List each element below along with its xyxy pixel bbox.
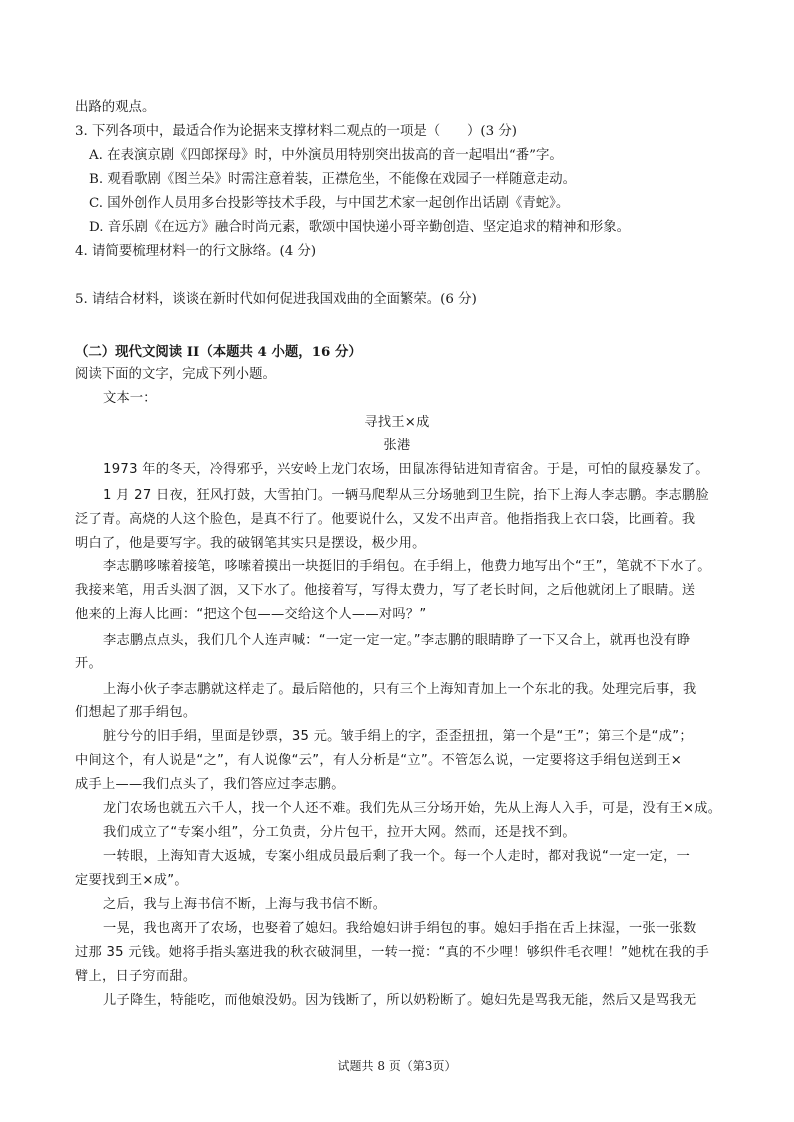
story-line: 1973 年的冬天，冷得邪乎，兴安岭上龙门农场，田鼠冻得钻进知青宿舍。于是，可怕的鼠疫暴发了。 [103, 462, 709, 477]
story-line: 龙门农场也就五六千人，找一个人还不难。我们先从三分场开始，先从上海人入手，可是，没有王×成。 [103, 801, 722, 816]
option-b: B. 观看歌剧《图兰朵》时需注意着装，正襟危坐，不能像在戏园子一样随意走动。 [89, 172, 577, 187]
story-line: 过那 35 元钱。她将手指头塞进我的秋衣破洞里，一转一搅：“真的不少哩！够织件毛衣哩！”她枕在我的手 [75, 945, 710, 960]
story-line: 们想起了那手绢包。 [75, 705, 197, 720]
page-footer: 试题共 8 页（第3页） [337, 1059, 457, 1073]
question-3-stem: 3. 下列各项中，最适合作为论据来支撑材料二观点的一项是（ ）(3 分) [75, 124, 517, 139]
story-line: 中间这个，有人说是“之”，有人说像“云”，有人分析是“立”。不管怎么说，一定要将这手绢包送到王× [75, 753, 683, 768]
story-line: 臂上，日子穷而甜。 [75, 969, 197, 984]
story-line: 我接来笔，用舌头洇了洇，又下水了。他接着写，写得太费力，写了老长时间，之后他就闭上了眼睛。送 [75, 583, 696, 598]
story-line: 李志鹏哆嗦着接笔，哆嗦着摸出一块挺旧的手绢包。在手绢上，他费力地写出个“王”，笔就不下水了。 [103, 559, 711, 574]
story-line: 一晃，我也离开了农场，也娶着了媳妇。我给媳妇讲手绢包的事。媳妇手指在舌上抹湿，一张一张数 [103, 921, 697, 936]
story-line: 李志鹏点点头，我们几个人连声喊：“一定一定一定。”李志鹏的眼睛睁了一下又合上，就再也没有睁 [103, 633, 691, 648]
story-line: 之后，我与上海书信不断，上海与我书信不断。 [103, 897, 387, 912]
option-c: C. 国外创作人员用多台投影等技术手段，与中国艺术家一起创作出话剧《青蛇》。 [89, 196, 570, 211]
question-5: 5. 请结合材料，谈谈在新时代如何促进我国戏曲的全面繁荣。(6 分) [75, 292, 477, 307]
story-line: 泛了青。高烧的人这个脸色，是真不行了。他要说什么，又发不出声音。他指指我上衣口袋，比画着。我 [75, 512, 696, 527]
story-line: 儿子降生，特能吃，而他娘没奶。因为钱断了，所以奶粉断了。媳妇先是骂我无能，然后又是骂我无 [103, 993, 697, 1008]
story-title: 寻找王×成 [364, 415, 430, 430]
option-d: D. 音乐剧《在远方》融合时尚元素，歌颂中国快递小哥辛勤创造、坚定追求的精神和形象。 [89, 220, 631, 235]
story-line: 明白了，他是要写字。我的破钢笔其实只是摆设，极少用。 [75, 536, 426, 551]
story-line: 成手上——我们点头了，我们答应过李志鹏。 [75, 777, 345, 792]
story-line: 我们成立了“专案小组”，分工负责，分片包干，拉开大网。然而，还是找不到。 [103, 825, 576, 840]
story-line: 1 月 27 日夜，狂风打鼓，大雪拍门。一辆马爬犁从三分场驰到卫生院，抬下上海人李志鹏。李志鹏脸 [103, 488, 710, 503]
text-label: 文本一： [103, 391, 157, 406]
story-line: 脏兮兮的旧手绢，里面是钞票，35 元。皱手绢上的字，歪歪扭扭，第一个是“王”；第三个是“成”； [103, 729, 693, 744]
story-line: 他来的上海人比画：“把这个包——交给这个人——对吗？” [75, 607, 427, 622]
story-author: 张港 [383, 438, 411, 453]
question-4: 4. 请简要梳理材料一的行文脉络。(4 分) [75, 244, 317, 259]
option-a: A. 在表演京剧《四郎探母》时，中外演员用特别突出拔高的音一起唱出“番”字。 [89, 148, 563, 163]
text-line: 出路的观点。 [75, 100, 156, 115]
section-heading: （二）现代文阅读 II（本题共 4 小题，16 分） [75, 344, 362, 360]
story-line: 一转眼，上海知青大返城，专案小组成员最后剩了我一个。每一个人走时，都对我说“一定一定，一 [103, 849, 691, 864]
story-line: 开。 [75, 656, 102, 671]
section-instruction: 阅读下面的文字，完成下列小题。 [75, 367, 276, 382]
story-line: 上海小伙子李志鹏就这样走了。最后陪他的，只有三个上海知青加上一个东北的我。处理完后事，我 [103, 682, 697, 697]
story-line: 定要找到王×成”。 [75, 873, 188, 888]
